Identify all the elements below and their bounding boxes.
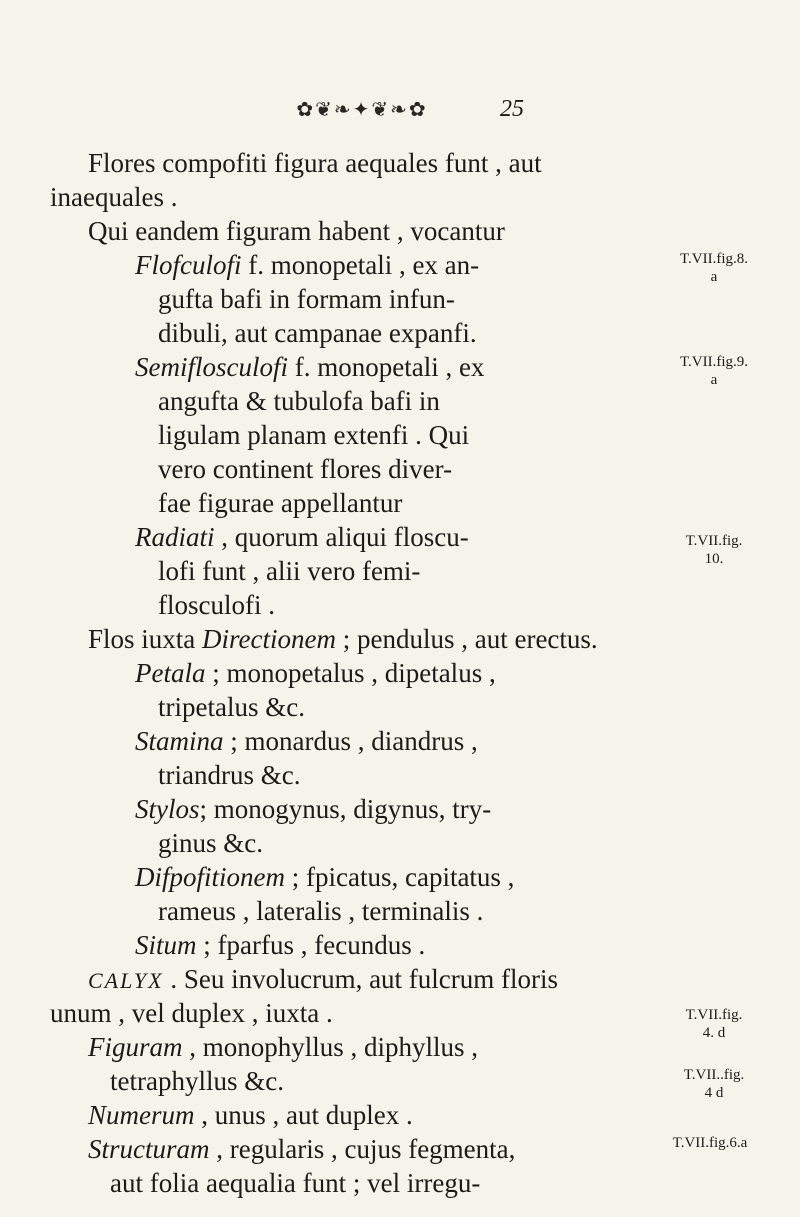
text-line: aut folia aequalia funt ; vel irregu- [110, 1168, 481, 1198]
text-line: Qui eandem figuram habent , vocantur [88, 216, 505, 246]
text-line: flosculofi . [158, 590, 275, 620]
text-line: tetraphyllus &c. [110, 1066, 284, 1096]
margin-note: T.VII.fig. 4. d [685, 1007, 743, 1041]
text-line: unum , vel duplex , iuxta . [50, 998, 333, 1028]
text-line: angufta & tubulofa bafi in [158, 386, 440, 416]
text-line: Numerum , unus , aut duplex . [88, 1100, 413, 1130]
text-line: CALYX . Seu involucrum, aut fulcrum floris [88, 964, 559, 994]
text-line: Figuram , monophyllus , diphyllus , [88, 1032, 479, 1062]
text-line: dibuli, aut campanae expanfi. [158, 318, 477, 348]
margin-note: T.VII.fig.9. a [679, 354, 749, 388]
text-line: rameus , lateralis , terminalis . [158, 896, 484, 926]
text-line: Structuram , regularis , cujus fegmenta, [88, 1134, 516, 1164]
margin-note: T.VII.fig.8. a [679, 251, 749, 285]
text-line: triandrus &c. [158, 760, 301, 790]
text-line: gufta bafi in formam infun- [158, 284, 455, 314]
text-line: ligulam planam extenfi . Qui [158, 420, 470, 450]
text-line: Flofculofi f. monopetali , ex an- [135, 250, 480, 280]
text-line: Flores compofiti figura aequales funt , aut [88, 148, 542, 178]
text-line: tripetalus &c. [158, 692, 305, 722]
text-line: Petala ; monopetalus , dipetalus , [135, 658, 496, 688]
margin-note: T.VII..fig. 4 d [683, 1067, 745, 1101]
text-line: vero continent flores diver- [158, 454, 453, 484]
text-line: Stamina ; monardus , diandrus , [135, 726, 478, 756]
text-line: Flos iuxta Directionem ; pendulus , aut erectus. [88, 624, 598, 654]
text-line: ginus &c. [158, 828, 263, 858]
margin-note: T.VII.fig.6.a [672, 1135, 748, 1151]
text-line: fae figurae appellantur [158, 488, 403, 518]
text-line: lofi funt , alii vero femi- [158, 556, 421, 586]
text-line: Stylos; monogynus, digynus, try- [135, 794, 492, 824]
page-number: 25 [500, 96, 524, 122]
margin-note: T.VII.fig. 10. [685, 533, 743, 567]
text-line: Difpofitionem ; fpicatus, capitatus , [135, 862, 515, 892]
text-line: Situm ; fparfus , fecundus . [135, 930, 426, 960]
text-line: inaequales . [50, 182, 178, 212]
text-line: Radiati , quorum aliqui floscu- [135, 522, 469, 552]
text-line: Semiflosculofi f. monopetali , ex [135, 352, 485, 382]
header-ornament: ✿❦❧✦❦❧✿ [296, 98, 428, 121]
